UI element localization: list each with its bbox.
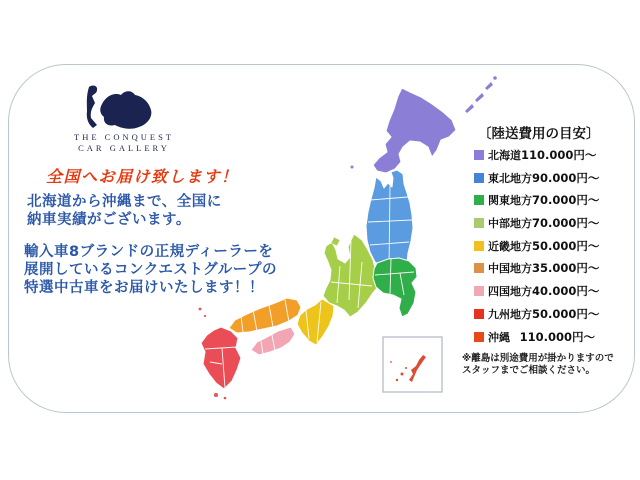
logo-silhouette-main: [100, 91, 151, 128]
logo-text-line2: CAR GALLERY: [78, 143, 170, 153]
legend-label: 九州地方: [488, 307, 532, 321]
delivery-paragraph: [27, 194, 222, 229]
swatch-hokkaido-icon: [474, 150, 484, 160]
okinawa-main-island: [409, 355, 426, 382]
legend-row-shikoku: [474, 284, 600, 299]
kinki-shape: [297, 299, 334, 345]
legend-row-kinki: [474, 238, 600, 253]
legend-price: 50.000円～: [532, 306, 600, 321]
delivery-line-2: 納車実績がございます。: [27, 211, 191, 228]
okinawa-islet: [405, 367, 407, 369]
legend-label: 中部地方: [488, 217, 532, 231]
legend-row-chugoku: [474, 261, 600, 276]
logo-silhouette-left: [87, 86, 97, 128]
legend-price: 110.000円～: [521, 148, 597, 162]
legend-price: 70.000円～: [532, 216, 600, 231]
logo-text-line1: THE CONQUEST: [74, 132, 174, 142]
note-line-2: スタッフまでご相談ください。: [462, 364, 596, 376]
legend-row-okinawa: [474, 331, 595, 343]
conquest-logo-icon: [79, 82, 169, 132]
brand-logo: [72, 82, 176, 154]
note-line-1: ※離島は別途費用が掛かりますので: [462, 353, 614, 364]
okinawa-islet: [396, 379, 398, 381]
swatch-chugoku-icon: [474, 263, 484, 273]
legend-label: 沖縄: [488, 330, 510, 344]
okushiri-island: [351, 166, 354, 169]
swatch-shikoku-icon: [474, 286, 484, 296]
legend-price: 40.000円～: [532, 284, 600, 299]
swatch-kanto-icon: [474, 195, 484, 205]
swatch-kyushu-icon: [474, 309, 484, 319]
brands-paragraph: [24, 243, 277, 297]
legend-price: 35.000円～: [532, 261, 600, 276]
legend-title: 〔陸送費用の目安〕: [478, 126, 600, 142]
legend-price: 70.000円～: [532, 193, 600, 208]
hokkaido-shape: [373, 88, 456, 173]
legend-row-chubu: [474, 216, 600, 231]
region-kanto: [373, 258, 417, 317]
remote-islands-note: [462, 353, 614, 376]
legend-price: 90.000円～: [532, 170, 600, 185]
tsushima-island: [199, 308, 202, 311]
okinawa-inset-box: [383, 337, 442, 392]
legend-row-tohoku: [474, 170, 600, 185]
legend-row-kyushu: [474, 306, 600, 321]
region-kinki: [297, 299, 334, 345]
island-dot: [493, 76, 497, 80]
swatch-kinki-icon: [474, 241, 484, 251]
legend-label: 四国地方: [488, 285, 532, 299]
iki-island: [204, 315, 206, 317]
region-tohoku: [366, 170, 413, 269]
southern-island: [224, 397, 227, 400]
region-okinawa: [383, 337, 442, 392]
legend-row-hokkaido: [474, 149, 595, 161]
southern-island: [214, 393, 218, 397]
okinawa-islet: [401, 373, 404, 376]
brands-line-2: 展開しているコンクエストグループの: [24, 262, 277, 278]
brands-line-1: 輸入車8ブランドの正規ディーラーを: [24, 244, 274, 260]
legend-label: 東北地方: [488, 171, 532, 185]
region-shikoku: [251, 327, 295, 355]
legend-label: 近畿地方: [488, 239, 532, 253]
brands-line-3: 特選中古車をお届けいたします！！: [24, 280, 264, 296]
kanto-shape: [373, 258, 417, 317]
swatch-tohoku-icon: [474, 173, 484, 183]
legend-price: 50.000円～: [532, 238, 600, 253]
swatch-okinawa-icon: [474, 332, 484, 342]
legend-label: 中国地方: [488, 262, 532, 276]
shipping-cost-legend: [474, 148, 600, 353]
okinawa-islet: [390, 361, 392, 363]
legend-row-kanto: [474, 193, 600, 208]
legend-price: 110.000円～: [519, 329, 595, 344]
legend-label: 関東地方: [488, 194, 532, 208]
legend-label: 北海道: [488, 149, 521, 162]
kyushu-shape: [201, 327, 241, 389]
kuril-islands: [465, 82, 493, 113]
delivery-line-1: 北海道から沖縄まで、全国に: [27, 194, 222, 210]
headline: 全国へお届け致します！: [46, 167, 239, 186]
swatch-chubu-icon: [474, 218, 484, 228]
